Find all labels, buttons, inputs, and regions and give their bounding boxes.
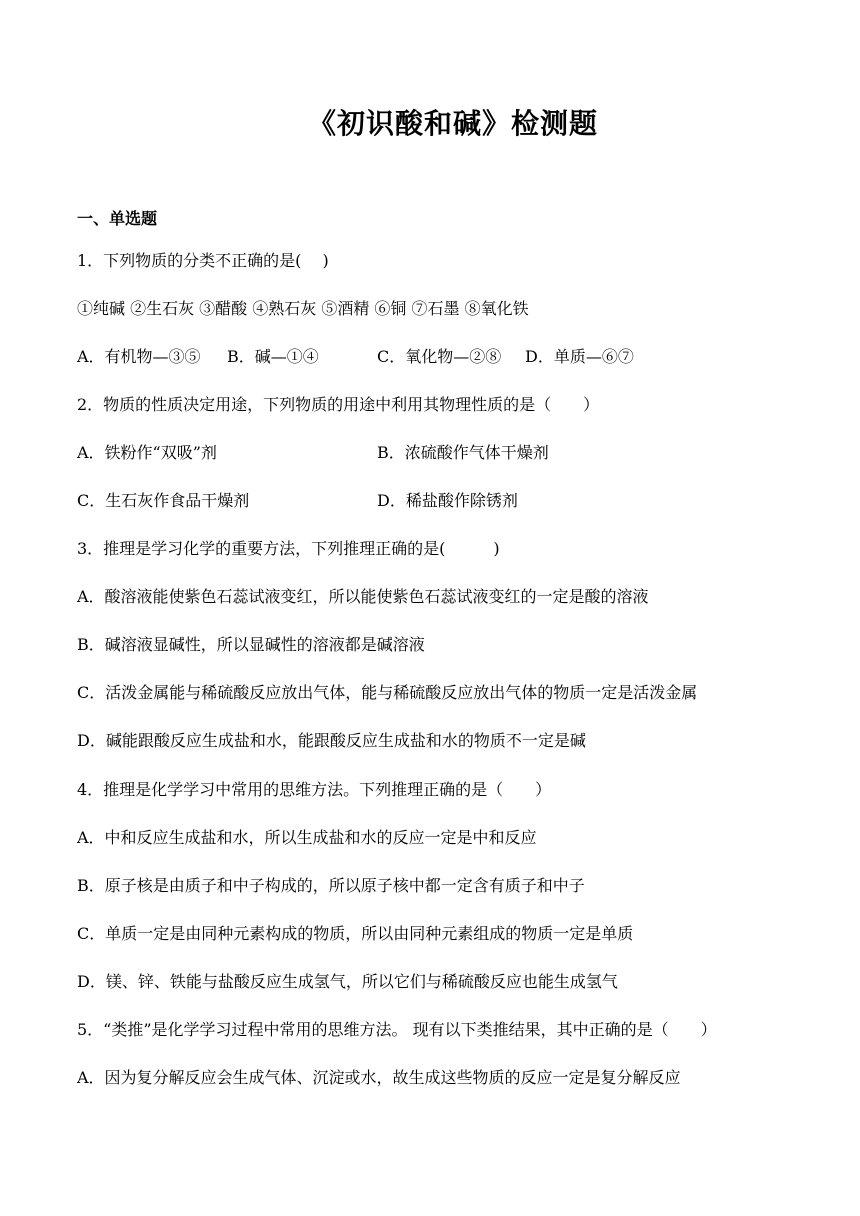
question-2-stem: 2．物质的性质决定用途，下列物质的用途中利用其物理性质的是（ ）	[77, 395, 600, 414]
question-1-stem: 1．下列物质的分类不正确的是( )	[77, 251, 329, 270]
question-4-stem: 4．推理是化学学习中常用的思维方法。下列推理正确的是（ ）	[77, 780, 552, 799]
question-5-option-a: A．因为复分解反应会生成气体、沉淀或水，故生成这些物质的反应一定是复分解反应	[77, 1068, 681, 1087]
page-title: 《初识酸和碱》检测题	[307, 107, 598, 140]
question-2-option-b: B．浓硫酸作气体干燥剂	[377, 443, 549, 462]
question-3-stem: 3．推理是学习化学的重要方法，下列推理正确的是( )	[77, 539, 500, 558]
question-2-option-c: C．生石灰作食品干燥剂	[77, 491, 250, 510]
question-1-option-a: A．有机物—③⑤	[77, 347, 201, 366]
question-3-option-c: C．活泼金属能与稀硫酸反应放出气体，能与稀硫酸反应放出气体的物质一定是活泼金属	[77, 683, 698, 702]
question-1-option-d: D．单质—⑥⑦	[525, 347, 634, 366]
question-3-option-b: B．碱溶液显碱性，所以显碱性的溶液都是碱溶液	[77, 635, 425, 654]
question-1-options	[77, 346, 777, 368]
question-1-option-c: C．氧化物—②⑧	[377, 347, 502, 366]
question-4-option-a: A．中和反应生成盐和水，所以生成盐和水的反应一定是中和反应	[77, 828, 537, 847]
question-2-options-row-1	[77, 442, 777, 464]
question-5-stem: 5．“类推”是化学学习过程中常用的思维方法。 现有以下类推结果，其中正确的是（ ）	[77, 1020, 717, 1039]
question-1-items: ①纯碱 ②生石灰 ③醋酸 ④熟石灰 ⑤酒精 ⑥铜 ⑦石墨 ⑧氧化铁	[77, 299, 529, 318]
question-4-option-c: C．单质一定是由同种元素构成的物质，所以由同种元素组成的物质一定是单质	[77, 924, 634, 943]
question-3-option-d: D．碱能跟酸反应生成盐和水，能跟酸反应生成盐和水的物质不一定是碱	[77, 731, 586, 750]
question-2-options-row-2	[77, 490, 777, 512]
question-4-option-d: D．镁、锌、铁能与盐酸反应生成氢气，所以它们与稀硫酸反应也能生成氢气	[77, 972, 618, 991]
question-3-option-a: A．酸溶液能使紫色石蕊试液变红，所以能使紫色石蕊试液变红的一定是酸的溶液	[77, 587, 649, 606]
section-heading: 一、单选题	[77, 209, 158, 228]
question-1-option-b: B．碱—①④	[227, 347, 319, 366]
question-4-option-b: B．原子核是由质子和中子构成的，所以原子核中都一定含有质子和中子	[77, 876, 585, 895]
question-2-option-d: D．稀盐酸作除锈剂	[377, 491, 518, 510]
question-2-option-a: A．铁粉作“双吸”剂	[77, 443, 217, 462]
